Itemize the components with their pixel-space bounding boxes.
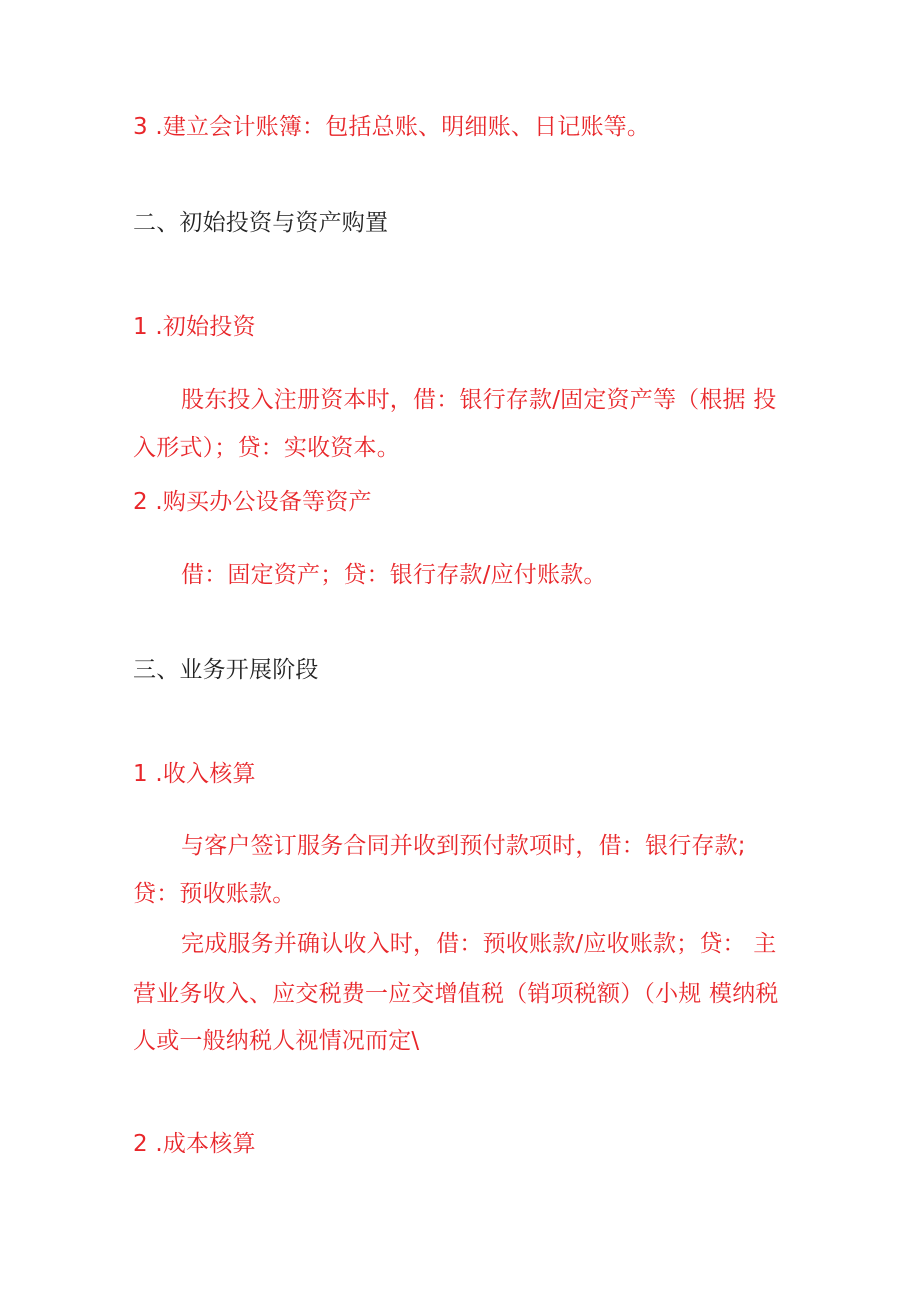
item-establish-ledgers: 3 .建立会计账簿：包括总账、明细账、日记账等。 (133, 114, 651, 140)
subheading-purchase-equipment: 2 .购买办公设备等资产 (133, 489, 372, 515)
subheading-cost-accounting: 2 .成本核算 (133, 1131, 256, 1157)
paragraph-advance-receipt-line2: 贷：预收账款。 (133, 881, 296, 907)
paragraph-revenue-recognition-line3: 人或一般纳税人视情况而定\ (133, 1028, 420, 1054)
paragraph-shareholder-capital-line1: 股东投入注册资本时，借：银行存款/固定资产等（根据 投 (181, 387, 777, 413)
paragraph-revenue-recognition-line1: 完成服务并确认收入时，借：预收账款/应收账款；贷： 主 (181, 931, 777, 957)
subheading-initial-investment: 1 .初始投资 (133, 314, 256, 340)
paragraph-advance-receipt-line1: 与客户签订服务合同并收到预付款项时，借：银行存款; (181, 833, 746, 859)
paragraph-revenue-recognition-line2: 营业务收入、应交税费一应交增值税（销项税额）（小规 模纳税 (133, 981, 779, 1007)
paragraph-shareholder-capital-line2: 入形式）；贷：实收资本。 (133, 435, 400, 461)
subheading-revenue-accounting: 1 .收入核算 (133, 761, 256, 787)
section-heading-initial-investment: 二、初始投资与资产购置 (133, 210, 389, 236)
paragraph-fixed-assets: 借：固定资产；贷：银行存款/应付账款。 (181, 562, 607, 588)
section-heading-business-operations: 三、业务开展阶段 (133, 657, 319, 683)
